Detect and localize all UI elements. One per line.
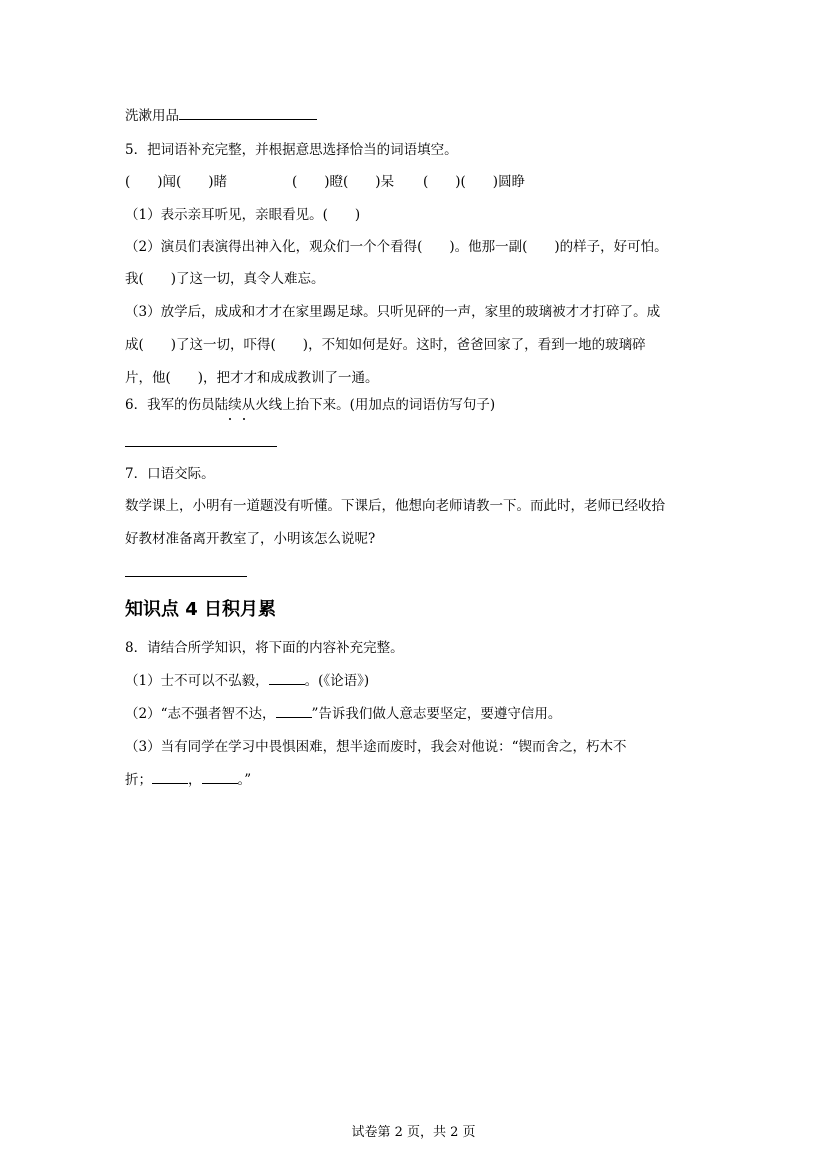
section-heading: 知识点 4 日积月累 bbox=[125, 599, 277, 620]
q8-sub3a: （3）当有同学在学习中畏惧困难，想半途而废时，我会对他说：“锲而舍之，朽木不 bbox=[125, 739, 627, 755]
q5-sub3c: 片，他( )，把才才和成成教训了一通。 bbox=[125, 370, 379, 386]
q5-sub2b: 我( )了这一切，真令人难忘。 bbox=[125, 271, 325, 287]
q8-sub3b-before: 折； bbox=[125, 772, 152, 788]
q8-sub1 bbox=[125, 671, 369, 691]
q8-sub1-before: （1）士不可以不弘毅， bbox=[125, 673, 269, 689]
q8-sub1-after: 。(《论语》) bbox=[304, 673, 370, 689]
emphasis-dot bbox=[243, 418, 245, 420]
toiletries-label: 洗漱用品 bbox=[125, 108, 179, 124]
q6-stem: 6．我军的伤员陆续从火线上抬下来。(用加点的词语仿写句子) bbox=[125, 397, 496, 413]
answer-blank[interactable] bbox=[152, 771, 188, 784]
q5-sub3a: （3）放学后，成成和才才在家里踢足球。只听见砰的一声，家里的玻璃被才才打碎了。成 bbox=[125, 304, 661, 320]
q8-sub2 bbox=[125, 704, 561, 724]
q6-answer-line[interactable] bbox=[125, 446, 277, 447]
q5-sub3b: 成( )了这一切，吓得( )，不知如何是好。这时，爸爸回家了，看到一地的玻璃碎 bbox=[125, 337, 646, 353]
q5-sub1: （1）表示亲耳听见，亲眼看见。( ) bbox=[125, 207, 361, 223]
page-footer: 试卷第 2 页，共 2 页 bbox=[351, 1125, 476, 1140]
emphasis-dot bbox=[229, 418, 231, 420]
answer-blank[interactable] bbox=[179, 107, 317, 120]
q5-word-1: ( )闻( )睹 bbox=[125, 174, 228, 190]
toiletries-line bbox=[125, 106, 317, 126]
q5-stem: 5．把词语补充完整，并根据意思选择恰当的词语填空。 bbox=[125, 142, 458, 158]
q8-sub2-before: （2）“志不强者智不达， bbox=[125, 706, 276, 722]
answer-blank[interactable] bbox=[276, 705, 312, 718]
q5-word-3: ( )( )圆睁 bbox=[423, 174, 526, 190]
q7-answer-line[interactable] bbox=[125, 576, 247, 577]
answer-blank[interactable] bbox=[269, 672, 305, 685]
q7-para2: 好教材准备离开教室了，小明该怎么说呢? bbox=[125, 531, 376, 547]
q8-stem: 8．请结合所学知识，将下面的内容补充完整。 bbox=[125, 640, 404, 656]
q5-sub2a bbox=[125, 237, 702, 257]
q8-sub2-after: ”告诉我们做人意志要坚定，要遵守信用。 bbox=[311, 706, 562, 722]
q8-sub3b-after: 。” bbox=[237, 772, 252, 788]
q8-sub3b-mid: ， bbox=[188, 772, 202, 788]
q7-stem: 7．口语交际。 bbox=[125, 466, 215, 482]
q5-word-2: ( )瞪( )呆 bbox=[292, 174, 395, 190]
answer-blank[interactable] bbox=[202, 771, 238, 784]
q7-para1: 数学课上，小明有一道题没有听懂。下课后，他想向老师请教一下。而此时，老师已经收拾 bbox=[125, 498, 665, 514]
q5-sub2a-text: （2）演员们表演得出神入化，观众们一个个看得( )。他那一副( )的样子，好可怕。 bbox=[125, 239, 668, 255]
q8-sub3b bbox=[125, 770, 251, 790]
